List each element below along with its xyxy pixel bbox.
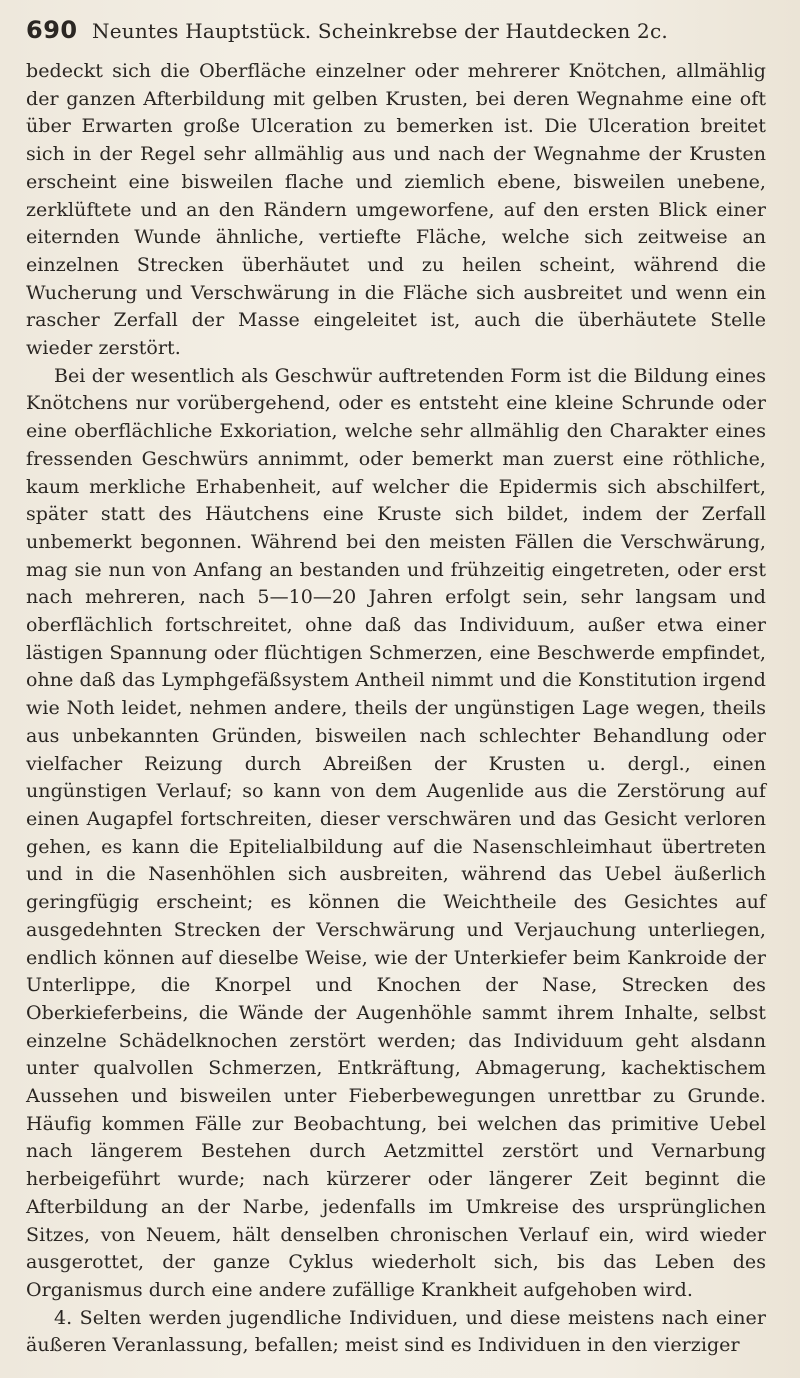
body-text bbox=[26, 58, 766, 1360]
page-header bbox=[26, 16, 766, 54]
paragraph-continuation: bedeckt sich die Oberfläche einzelner oder mehrerer Knötchen, allmählig der ganzen Afterbildung mit gelben Krusten, bei deren Wegnahme eine oft über Erwarten große Ulceration zu bemerken ist. Die Ulceration breitet sich in der Regel sehr allmählig aus und nach der Wegnahme der Krusten erscheint eine bisweilen flache und ziemlich ebene, bisweilen unebene, zerklüftete und an den Rändern umgeworfene, auf den ersten Blick einer eiternden Wunde ähnliche, vertiefte Fläche, welche sich zeitweise an einzelnen Strecken überhäutet und zu heilen scheint, während die Wucherung und Verschwärung in die Fläche sich ausbreitet und wenn ein rascher Zerfall der Masse eingeleitet ist, auch die überhäutete Stelle wieder zerstört. bbox=[26, 60, 766, 360]
page-number: 690 bbox=[26, 16, 78, 44]
running-head: Neuntes Hauptstück. Scheinkrebse der Hautdecken 2c. bbox=[92, 19, 668, 43]
paragraph-ulcer-form: Bei der wesentlich als Geschwür auftretenden Form ist die Bildung eines Knötchens nur vorübergehend, oder es entsteht eine kleine Schrunde oder eine oberflächliche Exkoriation, welche sehr allmählig den Charakter eines fressenden Geschwürs annimmt, oder bemerkt man zuerst eine röthliche, kaum merkliche Erhabenheit, auf welcher die Epidermis sich abschilfert, später statt des Häutchens eine Kruste sich bildet, indem der Zerfall unbemerkt begonnen. Während bei den meisten Fällen die Verschwärung, mag sie nun von Anfang an bestanden und frühzeitig eingetreten, oder erst nach mehreren, nach 5—10—20 Jahren erfolgt sein, sehr langsam und oberflächlich fortschreitet, ohne daß das Individuum, außer etwa einer lästigen Spannung oder flüchtigen Schmerzen, eine Beschwerde empfindet, ohne daß das Lymphgefäßsystem Antheil nimmt und die Konstitution irgend wie Noth leidet, nehmen andere, theils der ungünstigen Lage wegen, theils aus unbekannten Gründen, bisweilen nach schlechter Behandlung oder vielfacher Reizung durch Abreißen der Krusten u. dergl., einen ungünstigen Verlauf; so kann von dem Augenlide aus die Zerstörung auf einen Augapfel fortschreiten, dieser verschwären und das Gesicht verloren gehen, es kann die Epitelialbildung auf die Nasenschleimhaut übertreten und in die Nasenhöhlen sich ausbreiten, während das Uebel äußerlich geringfügig erscheint; es können die Weichtheile des Gesichtes auf ausgedehnten Strecken der Verschwärung und Verjauchung unterliegen, endlich können auf dieselbe Weise, wie der Unterkiefer beim Kankroide der Unterlippe, die Knorpel und Knochen der Nase, Strecken des Oberkieferbeins, die Wände der Augenhöhle sammt ihrem Inhalte, selbst einzelne Schädelknochen zerstört werden; das Individuum geht alsdann unter qualvollen Schmerzen, Entkräftung, Abmagerung, kachektischem Aussehen und bisweilen unter Fieberbewegungen unrettbar zu Grunde. Häufig kommen Fälle zur Beobachtung, bei welchen das primitive Uebel nach längerem Bestehen durch Aetzmittel zerstört und Vernarbung herbeigeführt wurde; nach kürzerer oder längerer Zeit beginnt die Afterbildung an der Narbe, jedenfalls im Umkreise des ursprünglichen Sitzes, von Neuem, hält denselben chronischen Verlauf ein, wird wieder ausgerottet, der ganze Cyklus wiederholt sich, bis das Leben des Organismus durch eine andere zufällige Krankheit aufgehoben wird. bbox=[26, 364, 766, 1301]
paragraph-section-4: 4. Selten werden jugendliche Individuen, und diese meistens nach einer äußeren Veranlassung, befallen; meist sind es Individuen in den vierziger bbox=[26, 1306, 766, 1357]
